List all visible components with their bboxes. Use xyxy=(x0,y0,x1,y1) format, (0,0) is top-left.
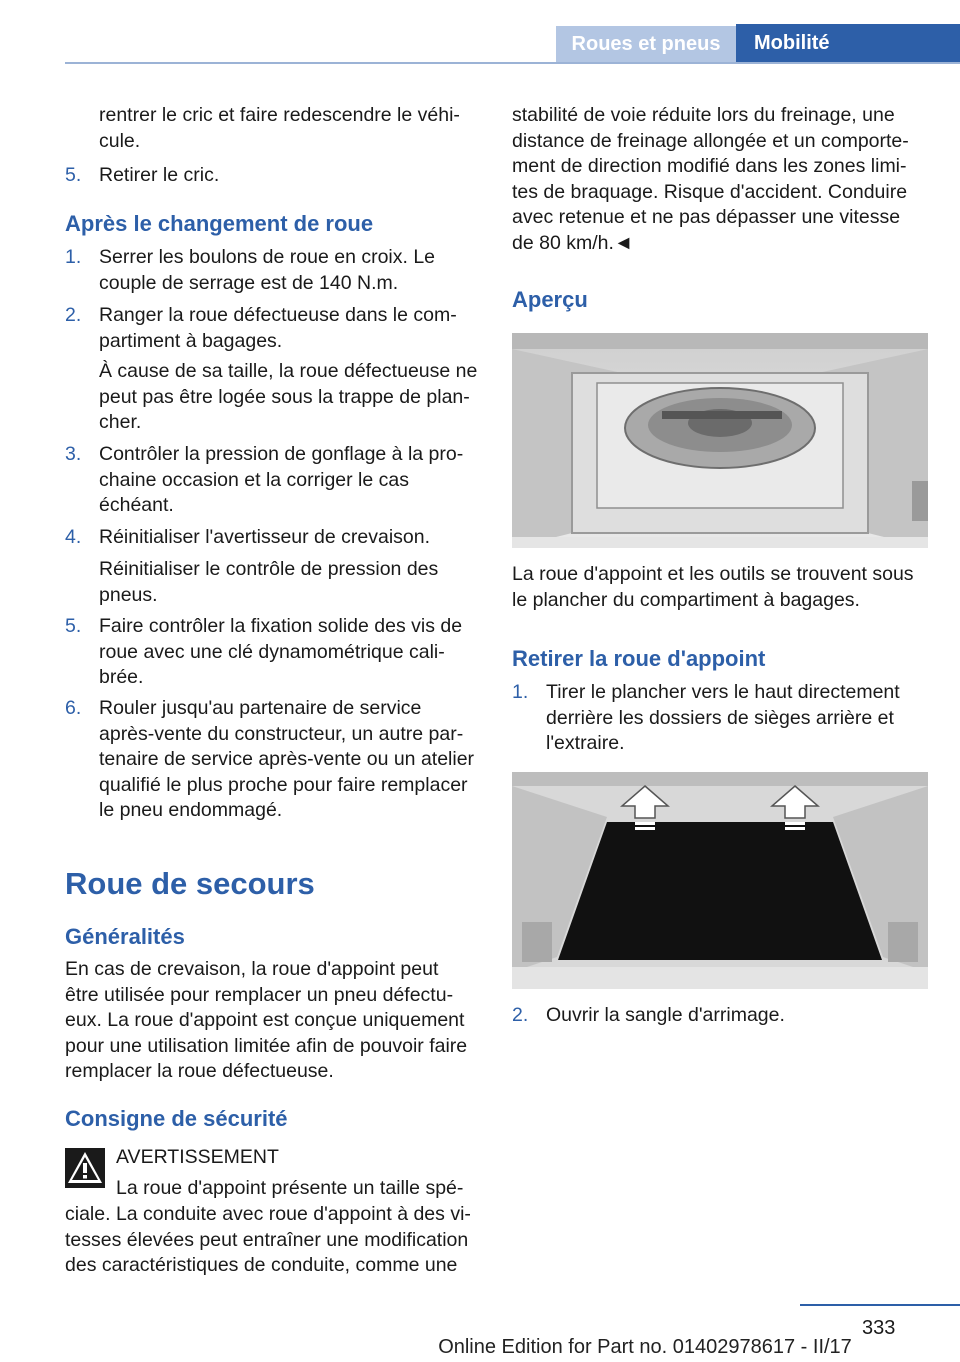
header-rule xyxy=(65,62,960,64)
step-number: 6. xyxy=(65,697,82,719)
spare-wheel-compartment-image xyxy=(512,333,928,548)
step-number: 5. xyxy=(65,615,82,637)
header-chapter-tab[interactable]: Mobilité xyxy=(736,24,960,62)
step-text: Tirer le plancher vers le haut directement derrière les dossiers de sièges arrière et l'extraire. xyxy=(546,681,900,754)
warning-text: ciale. La conduite avec roue d'appoint à des vi- tesses élevées peut entraîner une modification des caractéristiques de conduite, comme une xyxy=(65,1203,471,1276)
footer-rule xyxy=(800,1304,960,1306)
heading-remove-spare: Retirer la roue d'appoint xyxy=(512,646,766,671)
heading-overview: Aperçu xyxy=(512,287,588,312)
step-text: Serrer les boulons de roue en croix. Le couple de serrage est de 140 N.m. xyxy=(99,246,436,294)
up-arrow-icon xyxy=(770,784,820,832)
continuation-text: stabilité de voie réduite lors du freinage, une distance de freinage allongée et un comporte- ment de direction modifié dans les zones limi- tes de braquage. Risque d'accident. Conduire avec retenue et ne pas dépasser une vitesse de 80 km/h.◄ xyxy=(512,104,909,254)
step-number: 5. xyxy=(65,164,82,186)
overview-paragraph: La roue d'appoint et les outils se trouvent sous le plancher du compartiment à bagages. xyxy=(512,563,914,611)
continuation-text: rentrer le cric et faire redescendre le véhi- cule. xyxy=(99,104,460,152)
warning-title: AVERTISSEMENT xyxy=(116,1146,279,1168)
warning-text-line: La roue d'appoint présente un taille spé- xyxy=(116,1177,464,1199)
step-note: Réinitialiser le contrôle de pression des pneus. xyxy=(99,558,439,606)
step-number: 4. xyxy=(65,526,82,548)
heading-safety: Consigne de sécurité xyxy=(65,1106,288,1131)
warning-triangle-icon xyxy=(65,1148,105,1188)
heading-after-change: Après le changement de roue xyxy=(65,211,374,236)
header-section-tab[interactable]: Roues et pneus xyxy=(556,26,736,62)
trunk-floor-image xyxy=(512,772,928,989)
step-text: Retirer le cric. xyxy=(99,164,220,186)
step-note: À cause de sa taille, la roue défectueuse ne peut pas être logée sous la trappe de plan- cher. xyxy=(99,360,478,433)
general-paragraph: En cas de crevaison, la roue d'appoint peut être utilisée pour remplacer un pneu défectu- eux. La roue d'appoint est conçue uniquement pour une utilisation limitée afin de pouvoir faire remplacer la roue défectueuse. xyxy=(65,958,468,1082)
step-number: 2. xyxy=(512,1004,529,1026)
step-text: Faire contrôler la fixation solide des vis de roue avec une clé dynamométrique cali- brée. xyxy=(99,615,463,688)
step-text: Contrôler la pression de gonflage à la pro- chaine occasion et la corriger le cas échéant. xyxy=(99,443,464,516)
heading-spare-wheel: Roue de secours xyxy=(65,866,315,901)
up-arrow-icon xyxy=(620,784,670,832)
step-text: Ouvrir la sangle d'arrimage. xyxy=(546,1004,785,1026)
step-number: 1. xyxy=(65,246,82,268)
step-number: 2. xyxy=(65,304,82,326)
heading-general: Généralités xyxy=(65,924,185,949)
step-text: Ranger la roue défectueuse dans le com- partiment à bagages. xyxy=(99,304,457,352)
footer-edition: Online Edition for Part no. 01402978617 - II/17 xyxy=(438,1336,852,1358)
step-number: 3. xyxy=(65,443,82,465)
page-number: 333 xyxy=(862,1317,896,1339)
step-text: Rouler jusqu'au partenaire de service après-vente du constructeur, un autre par- tenaire de service après-vente ou un atelier qualifié le plus proche pour faire remplacer le pneu endommagé. xyxy=(99,697,475,821)
step-number: 1. xyxy=(512,681,529,703)
step-text: Réinitialiser l'avertisseur de crevaison. xyxy=(99,526,431,548)
